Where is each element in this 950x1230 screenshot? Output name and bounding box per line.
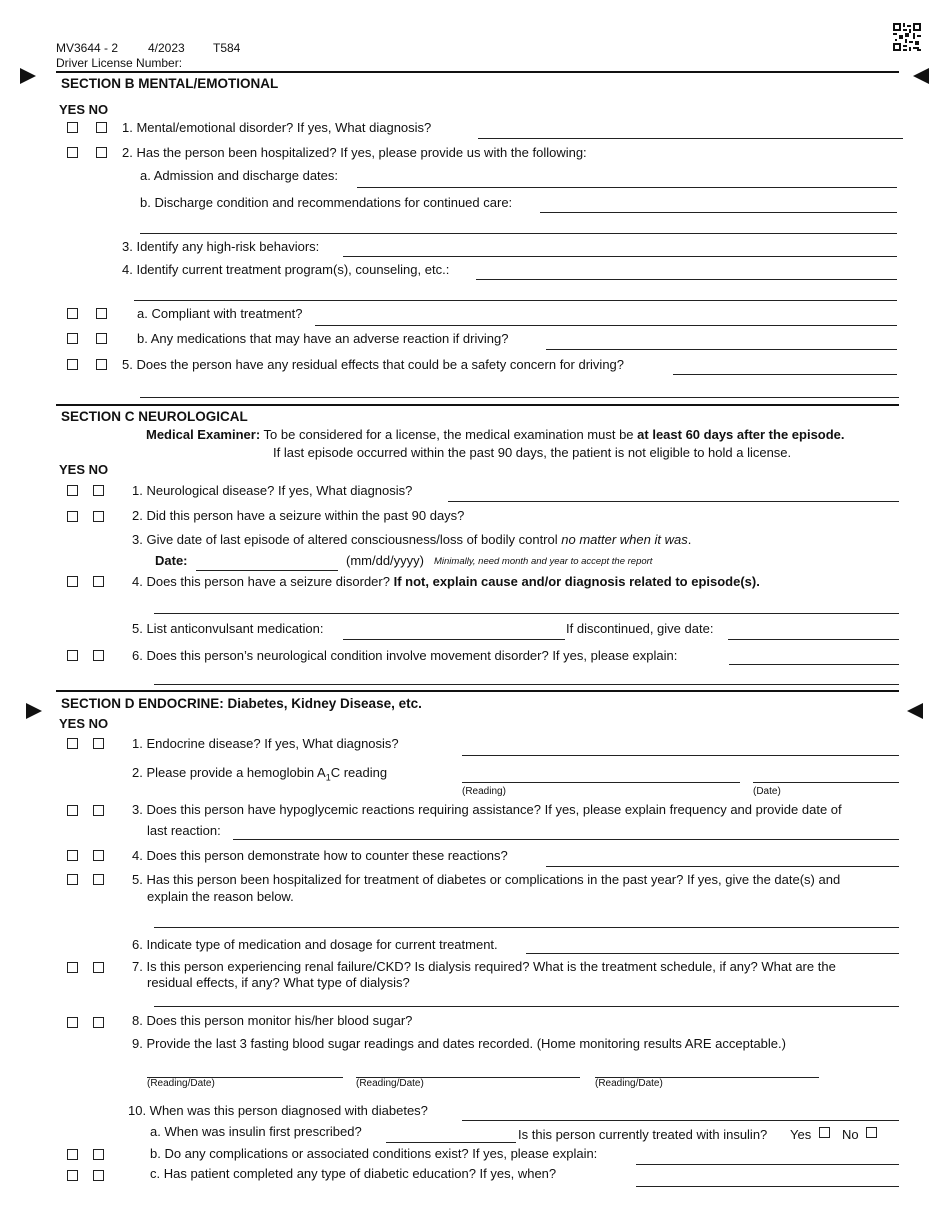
d-q10c-yes-checkbox[interactable] (67, 1170, 78, 1181)
c-q1-yes-checkbox[interactable] (67, 485, 78, 496)
examiner-label: Medical Examiner: (146, 427, 261, 442)
d-q10c-answer-line[interactable] (636, 1186, 899, 1187)
yes-no-header: YES NO (59, 462, 109, 477)
b-q2-label: 2. Has the person been hospitalized? If yes, please provide us with the following: (122, 145, 587, 160)
d-q6-answer-line[interactable] (526, 953, 899, 954)
d-q8-no-checkbox[interactable] (93, 1017, 104, 1028)
b-q5-yes-checkbox[interactable] (67, 359, 78, 370)
d-q10a-insulin-label: Is this person currently treated with insulin? (518, 1127, 768, 1142)
d-q3-answer-line[interactable] (233, 839, 899, 840)
d-q5-yes-checkbox[interactable] (67, 874, 78, 885)
b-q1-label: 1. Mental/emotional disorder? If yes, What diagnosis? (122, 120, 432, 135)
d-q10b-answer-line[interactable] (636, 1164, 899, 1165)
d-q3-yes-checkbox[interactable] (67, 805, 78, 816)
b-q1-answer-line[interactable] (478, 138, 903, 139)
d-q7-label: 7. Is this person experiencing renal failure/CKD? Is dialysis required? What is the treatment schedule, if any? What are the (132, 959, 836, 974)
c-q6-answer-line-2[interactable] (154, 684, 899, 685)
d-q1-label: 1. Endocrine disease? If yes, What diagnosis? (132, 736, 399, 751)
section-divider (56, 404, 899, 406)
c-q4-yes-checkbox[interactable] (67, 576, 78, 587)
b-q4-label: 4. Identify current treatment program(s), counseling, etc.: (122, 262, 450, 277)
c-q4-text: 4. Does this person have a seizure disorder? (132, 574, 390, 589)
c-q3-label (132, 532, 691, 547)
d-q3-no-checkbox[interactable] (93, 805, 104, 816)
d-q2-label (132, 765, 387, 783)
c-q4-answer-line[interactable] (154, 613, 899, 614)
yes-no-header: YES NO (59, 102, 109, 117)
d-q10b-label: b. Do any complications or associated conditions exist? If yes, please explain: (150, 1146, 598, 1161)
d-q2-text: 2. Please provide a hemoglobin A (132, 765, 326, 780)
d-q7-no-checkbox[interactable] (93, 962, 104, 973)
section-d-title: SECTION D ENDOCRINE: Diabetes, Kidney Disease, etc. (61, 696, 422, 711)
d-q3-label-2: last reaction: (147, 823, 221, 838)
d-q2-date-line[interactable] (753, 782, 899, 783)
c-q4-no-checkbox[interactable] (93, 576, 104, 587)
form-number: MV3644 - 2 (56, 41, 119, 55)
right-arrow-marker-icon (20, 68, 36, 84)
c-q1-answer-line[interactable] (448, 501, 899, 502)
left-arrow-marker-icon (913, 68, 929, 84)
section-c-title: SECTION C NEUROLOGICAL (61, 409, 248, 424)
d-q10a-no-label: No (842, 1127, 859, 1142)
d-q2-reading-line[interactable] (462, 782, 740, 783)
c-q2-label: 2. Did this person have a seizure within the past 90 days? (132, 508, 465, 523)
d-q6-label: 6. Indicate type of medication and dosage for current treatment. (132, 937, 498, 952)
d-q2-reading-caption: (Reading) (462, 786, 506, 797)
d-q9-caption-2: (Reading/Date) (356, 1078, 424, 1089)
examiner-text: To be considered for a license, the medical examination must be (263, 427, 634, 442)
d-q4-no-checkbox[interactable] (93, 850, 104, 861)
d-q10b-no-checkbox[interactable] (93, 1149, 104, 1160)
d-q10a-yes-label: Yes (790, 1127, 812, 1142)
b-q4b-answer-line[interactable] (546, 349, 897, 350)
qr-code-icon (893, 23, 921, 51)
b-q4-answer-line-2[interactable] (134, 300, 897, 301)
d-q2-date-caption: (Date) (753, 786, 781, 797)
c-q6-no-checkbox[interactable] (93, 650, 104, 661)
section-b-title: SECTION B MENTAL/EMOTIONAL (61, 76, 279, 91)
d-q2-text-end: C reading (330, 765, 388, 780)
d-q10a-yes-checkbox[interactable] (819, 1127, 830, 1138)
b-q1-yes-checkbox[interactable] (67, 122, 78, 133)
section-divider (56, 690, 899, 692)
d-q10a-label: a. When was insulin first prescribed? (150, 1124, 362, 1139)
b-q2-yes-checkbox[interactable] (67, 147, 78, 158)
b-q4a-yes-checkbox[interactable] (67, 308, 78, 319)
c-q2-no-checkbox[interactable] (93, 511, 104, 522)
examiner-note (146, 427, 845, 442)
d-q10c-no-checkbox[interactable] (93, 1170, 104, 1181)
d-q4-label: 4. Does this person demonstrate how to counter these reactions? (132, 848, 508, 863)
b-q4b-no-checkbox[interactable] (96, 333, 107, 344)
b-q1-no-checkbox[interactable] (96, 122, 107, 133)
b-q4-answer-line[interactable] (476, 279, 897, 280)
b-q2a-answer-line[interactable] (357, 187, 897, 188)
c-q3-text: 3. Give date of last episode of altered consciousness/loss of bodily control (132, 532, 558, 547)
c-q5-date-line[interactable] (728, 639, 899, 640)
d-q7-label-2: residual effects, if any? What type of dialysis? (147, 975, 410, 990)
c-date-format: (mm/dd/yyyy) (346, 553, 424, 568)
b-q2b-label: b. Discharge condition and recommendations for continued care: (140, 195, 513, 210)
b-q5-no-checkbox[interactable] (96, 359, 107, 370)
b-q5-answer-line[interactable] (673, 374, 897, 375)
c-q6-answer-line[interactable] (729, 664, 899, 665)
d-q7-answer-line[interactable] (154, 1006, 899, 1007)
form-code: T584 (213, 41, 241, 55)
c-q3-italic: no matter when it was (561, 532, 688, 547)
d-q1-answer-line[interactable] (462, 755, 899, 756)
c-q3-end: . (687, 532, 692, 547)
d-q1-yes-checkbox[interactable] (67, 738, 78, 749)
b-q3-label: 3. Identify any high-risk behaviors: (122, 239, 320, 254)
c-q5-label: 5. List anticonvulsant medication: (132, 621, 324, 636)
c-q4-bold: If not, explain cause and/or diagnosis related to episode(s). (393, 574, 760, 589)
c-date-note: Minimally, need month and year to accept the report (434, 556, 653, 567)
d-q9-label: 9. Provide the last 3 fasting blood sugar readings and dates recorded. (Home monitoring results ARE acceptable.) (132, 1036, 786, 1051)
c-q5-discontinued-label: If discontinued, give date: (566, 621, 714, 636)
examiner-note-line2: If last episode occurred within the past 90 days, the patient is not eligible to hold a license. (273, 445, 792, 460)
c-q1-no-checkbox[interactable] (93, 485, 104, 496)
d-q5-label-2: explain the reason below. (147, 889, 294, 904)
d-q10a-no-checkbox[interactable] (866, 1127, 877, 1138)
revision-date: 4/2023 (148, 41, 185, 55)
d-q4-yes-checkbox[interactable] (67, 850, 78, 861)
d-q9-caption-3: (Reading/Date) (595, 1078, 663, 1089)
d-q3-label: 3. Does this person have hypoglycemic reactions requiring assistance? If yes, please explain frequency and provide date of (132, 802, 842, 817)
d-q8-label: 8. Does this person monitor his/her blood sugar? (132, 1013, 413, 1028)
c-q6-yes-checkbox[interactable] (67, 650, 78, 661)
c-q5-answer-line[interactable] (343, 639, 565, 640)
section-divider (56, 71, 899, 73)
c-q2-yes-checkbox[interactable] (67, 511, 78, 522)
d-q1-no-checkbox[interactable] (93, 738, 104, 749)
b-q2b-answer-line-2[interactable] (140, 233, 897, 234)
d-q5-answer-line[interactable] (154, 927, 899, 928)
b-q5-label: 5. Does the person have any residual effects that could be a safety concern for driving? (122, 357, 625, 372)
b-q4a-no-checkbox[interactable] (96, 308, 107, 319)
examiner-bold-text: at least 60 days after the episode. (637, 427, 845, 442)
license-label: Driver License Number: (56, 56, 183, 70)
d-q9-caption-1: (Reading/Date) (147, 1078, 215, 1089)
d-q10-answer-line[interactable] (462, 1120, 899, 1121)
d-q10c-label: c. Has patient completed any type of diabetic education? If yes, when? (150, 1166, 557, 1181)
d-q5-no-checkbox[interactable] (93, 874, 104, 885)
b-q2b-answer-line[interactable] (540, 212, 897, 213)
d-q2-subscript: 1 (325, 772, 331, 783)
c-date-input-line[interactable] (196, 570, 338, 571)
b-q4b-label: b. Any medications that may have an adverse reaction if driving? (137, 331, 509, 346)
b-q4b-yes-checkbox[interactable] (67, 333, 78, 344)
d-q10a-answer-line[interactable] (386, 1142, 516, 1143)
b-q2a-label: a. Admission and discharge dates: (140, 168, 339, 183)
b-q4a-answer-line[interactable] (315, 325, 897, 326)
d-q4-answer-line[interactable] (546, 866, 899, 867)
d-q5-label: 5. Has this person been hospitalized for treatment of diabetes or complications in the past year? If yes, give the date(s) and (132, 872, 841, 887)
d-q10-label: 10. When was this person diagnosed with diabetes? (128, 1103, 428, 1118)
c-q4-label (132, 574, 760, 589)
b-q4a-label: a. Compliant with treatment? (137, 306, 303, 321)
b-q2-no-checkbox[interactable] (96, 147, 107, 158)
d-q10b-yes-checkbox[interactable] (67, 1149, 78, 1160)
b-q5-answer-line-2[interactable] (140, 397, 899, 398)
right-arrow-marker-icon (26, 703, 42, 719)
d-q8-yes-checkbox[interactable] (67, 1017, 78, 1028)
c-q6-label: 6. Does this person’s neurological condition involve movement disorder? If yes, please explain: (132, 648, 678, 663)
b-q3-answer-line[interactable] (343, 256, 897, 257)
yes-no-header: YES NO (59, 716, 109, 731)
d-q7-yes-checkbox[interactable] (67, 962, 78, 973)
c-date-label: Date: (155, 553, 188, 568)
c-q1-label: 1. Neurological disease? If yes, What diagnosis? (132, 483, 413, 498)
left-arrow-marker-icon (907, 703, 923, 719)
